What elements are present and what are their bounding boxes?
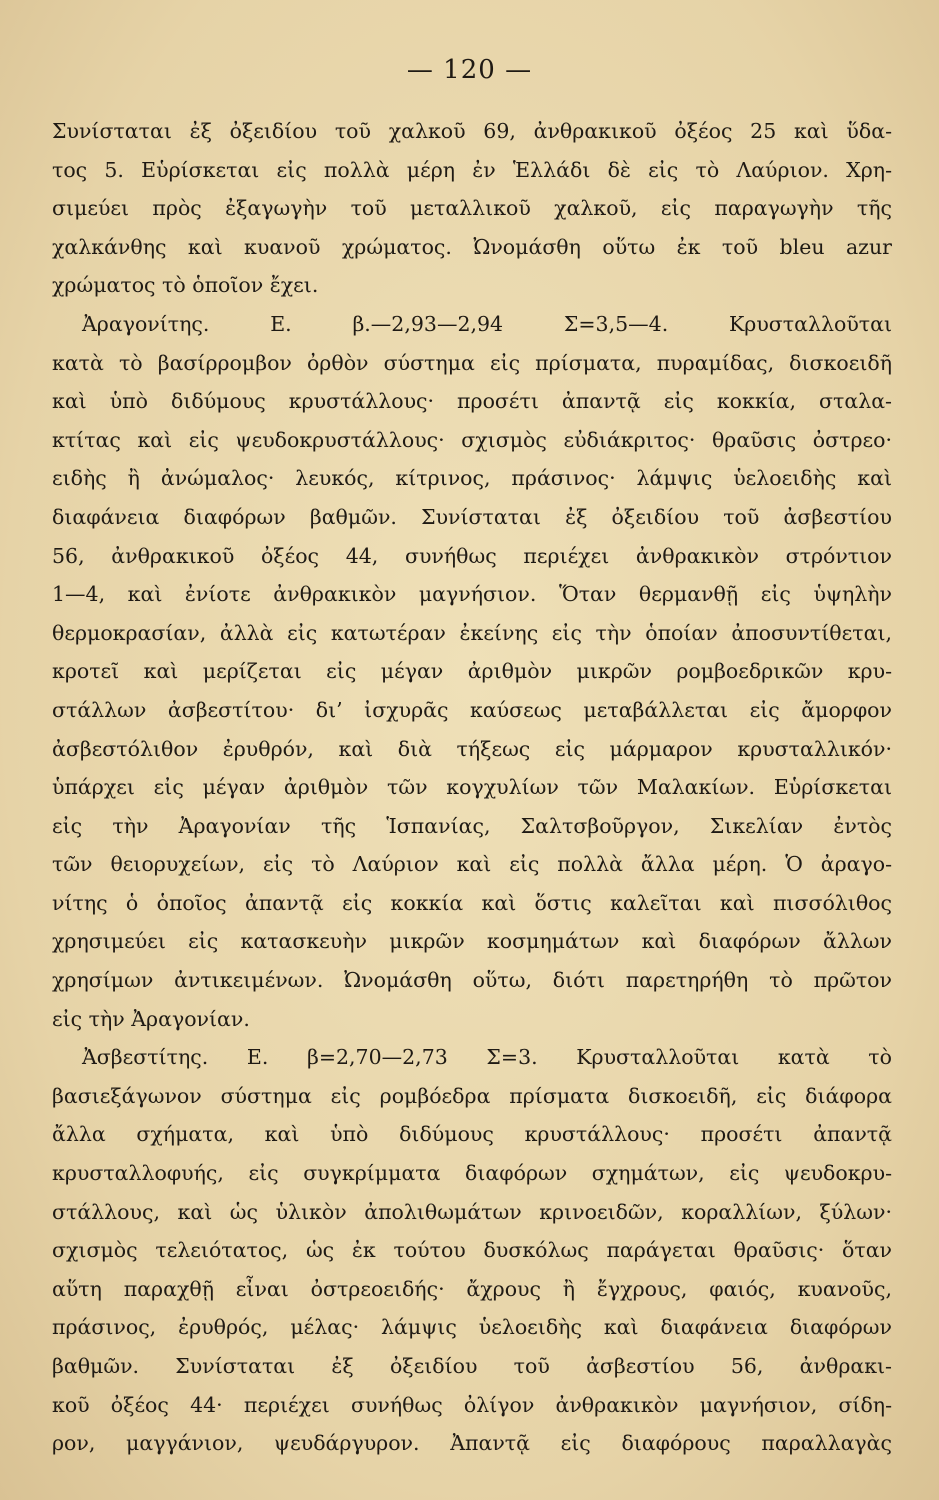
text-line: Ἀραγονίτης. Ε. β.—2,93—2,94 Σ=3,5—4. Κρυσταλλοῦται [82,311,892,336]
text-line: Ἀσβεστίτης. Ε. β=2,70—2,73 Σ=3. Κρυσταλλοῦται κατὰ τὸ [82,1045,892,1070]
text-line: χρησιμεύει εἰς κατασκευὴν μικρῶν κοσμημάτων καὶ διαφόρων ἄλλων [52,929,892,954]
text-line: κρυσταλλοφυής, εἰς συγκρίμματα διαφόρων σχημάτων, εἰς ψευδοκρυ- [52,1161,892,1186]
text-line: καὶ ὑπὸ διδύμους κρυστάλλους· προσέτι ἀπαντᾷ εἰς κοκκία, σταλα- [52,389,892,414]
text-line: ρον, μαγγάνιον, ψευδάργυρον. Ἀπαντᾷ εἰς διαφόρους παραλλαγὰς [52,1431,892,1456]
text-line: τῶν θειορυχείων, εἰς τὸ Λαύριον καὶ εἰς πολλὰ ἄλλα μέρη. Ὁ ἀραγο- [52,852,892,877]
text-line: χρησίμων ἀντικειμένων. Ὠνομάσθη οὕτω, διότι παρετηρήθη τὸ πρῶτον [52,968,892,993]
text-line: ειδὴς ἢ ἀνώμαλος· λευκός, κίτρινος, πράσινος· λάμψις ὑελοειδὴς καὶ [52,466,892,491]
page-number: — 120 — [406,55,533,85]
text-line: διαφάνεια διαφόρων βαθμῶν. Συνίσταται ἐξ ὀξειδίου τοῦ ἀσβεστίου [52,504,892,529]
body-text [52,112,892,1463]
text-line: κοῦ ὀξέος 44· περιέχει συνήθως ὀλίγον ἀνθρακικὸν μαγνήσιον, σίδη- [52,1392,892,1417]
text-line: Συνίσταται ἐξ ὀξειδίου τοῦ χαλκοῦ 69, ἀνθρακικοῦ ὀξέος 25 καὶ ὕδα- [52,119,892,143]
text-line: κροτεῖ καὶ μερίζεται εἰς μέγαν ἀριθμὸν μικρῶν ρομβοεδρικῶν κρυ- [52,659,892,684]
text-line: ὑπάρχει εἰς μέγαν ἀριθμὸν τῶν κογχυλίων τῶν Μαλακίων. Εὑρίσκεται [52,775,892,800]
text-line: στάλλων ἀσβεστίτου· δι’ ἰσχυρᾶς καύσεως μεταβάλλεται εἰς ἄμορφον [52,697,892,722]
text-line: βασιεξάγωνον σύστημα εἰς ρομβόεδρα πρίσματα δισκοειδῆ, εἰς διάφορα [52,1083,892,1108]
text-line: τος 5. Εὑρίσκεται εἰς πολλὰ μέρη ἐν Ἑλλάδι δὲ εἰς τὸ Λαύριον. Χρη- [52,157,892,182]
text-line: βαθμῶν. Συνίσταται ἐξ ὀξειδίου τοῦ ἀσβεστίου 56, ἀνθρακι- [52,1354,892,1378]
text-line: κτίτας καὶ εἰς ψευδοκρυστάλλους· σχισμὸς εὐδιάκριτος· θραῦσις ὀστρεο· [52,427,892,452]
text-line: νίτης ὁ ὁποῖος ἀπαντᾷ εἰς κοκκία καὶ ὅστις καλεῖται καὶ πισσόλιθος [52,890,892,915]
text-line: εἰς τὴν Ἀραγονίαν τῆς Ἱσπανίας, Σαλτσβοῦργον, Σικελίαν ἐντὸς [52,813,892,838]
text-line: ἄλλα σχήματα, καὶ ὑπὸ διδύμους κρυστάλλους· προσέτι ἀπαντᾷ [52,1122,892,1147]
text-line: κατὰ τὸ βασίρρομβον ὀρθὸν σύστημα εἰς πρίσματα, πυραμίδας, δισκοειδῆ [52,350,892,375]
text-line: ἀσβεστόλιθον ἐρυθρόν, καὶ διὰ τήξεως εἰς μάρμαρον κρυσταλλικόν· [52,736,892,761]
text-line: σιμεύει πρὸς ἐξαγωγὴν τοῦ μεταλλικοῦ χαλκοῦ, εἰς παραγωγὴν τῆς [52,196,892,221]
text-line: σχισμὸς τελειότατος, ὡς ἐκ τούτου δυσκόλως παράγεται θραῦσις· ὅταν [52,1238,892,1263]
text-line: αὕτη παραχθῇ εἶναι ὀστρεοειδής· ἄχρους ἢ ἔγχρους, φαιός, κυανοῦς, [52,1276,892,1301]
text-line: 56, ἀνθρακικοῦ ὀξέος 44, συνήθως περιέχει ἀνθρακικὸν στρόντιον [52,543,892,568]
text-line: θερμοκρασίαν, ἀλλὰ εἰς κατωτέραν ἐκείνης εἰς τὴν ὁποίαν ἀποσυντίθεται, [52,620,892,645]
text-line: πράσινος, ἐρυθρός, μέλας· λάμψις ὑελοειδὴς καὶ διαφάνεια διαφόρων [52,1315,892,1340]
text-line: εἰς τὴν Ἀραγονίαν. [52,1006,250,1031]
text-line: χαλκάνθης καὶ κυανοῦ χρώματος. Ὠνομάσθη οὕτω ἐκ τοῦ bleu azur [52,234,892,259]
text-line: χρώματος τὸ ὁποῖον ἔχει. [52,273,319,298]
text-line: στάλλους, καὶ ὡς ὑλικὸν ἀπολιθωμάτων κρινοειδῶν, κοραλλίων, ξύλων· [52,1199,892,1224]
text-line: 1—4, καὶ ἐνίοτε ἀνθρακικὸν μαγνήσιον. Ὅταν θερμανθῇ εἰς ὑψηλὴν [52,582,892,607]
